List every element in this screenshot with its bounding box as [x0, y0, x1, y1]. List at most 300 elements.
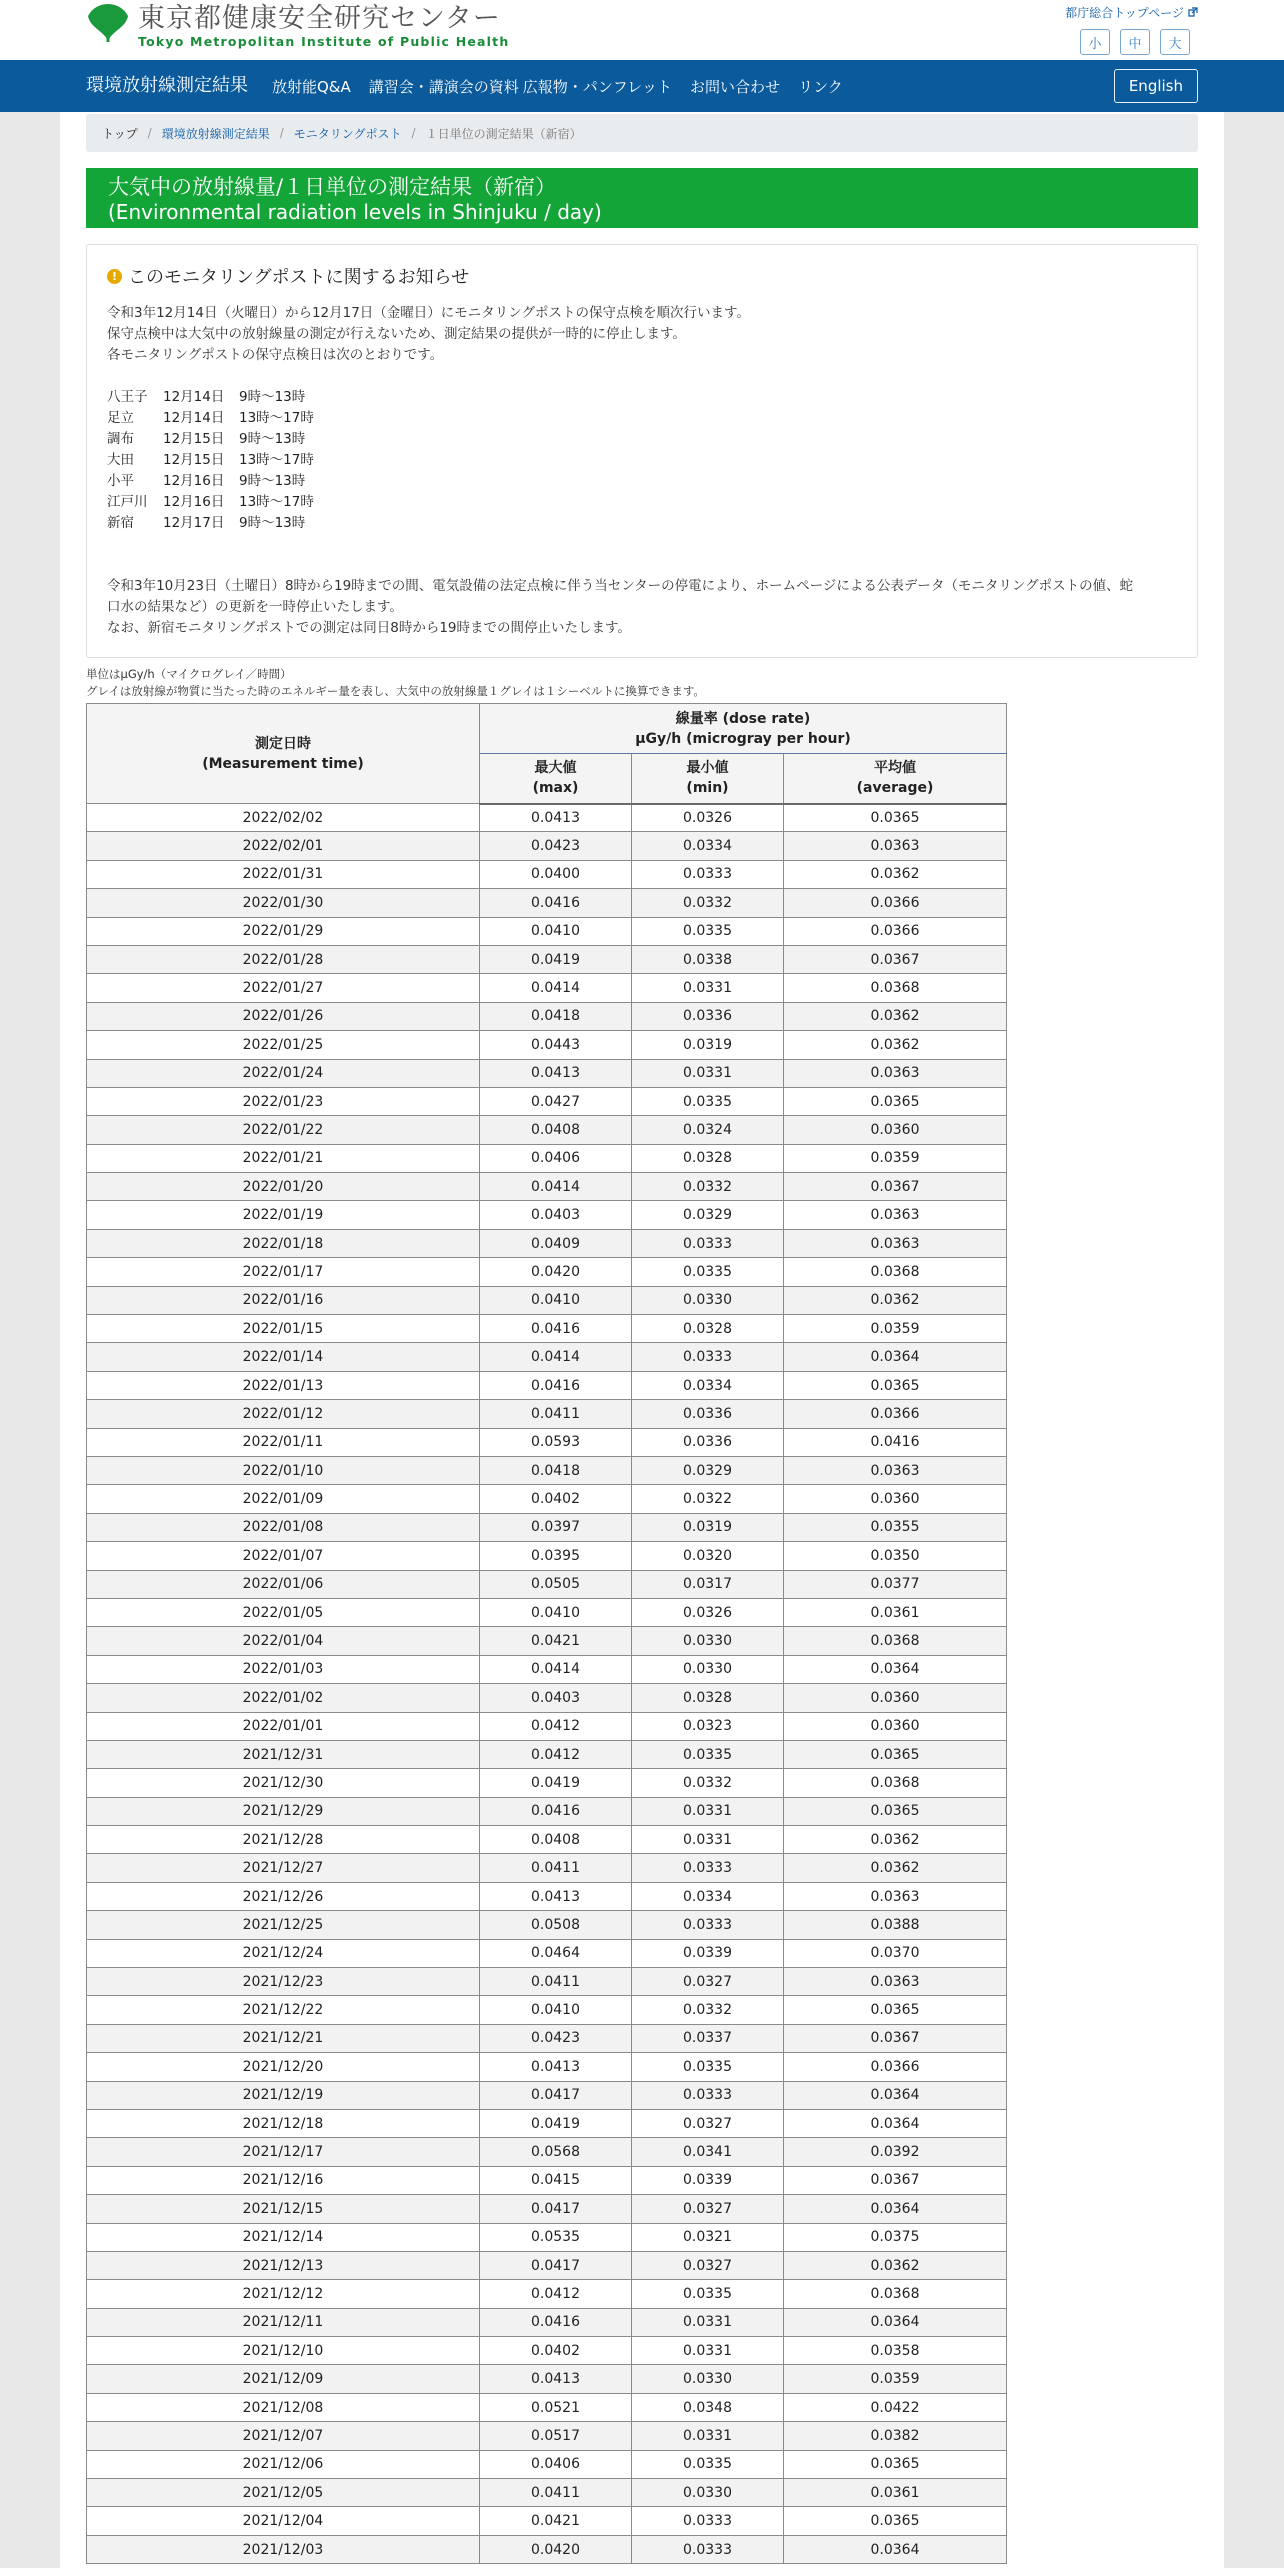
table-row	[87, 1939, 1007, 1967]
cell-min: 0.0333	[632, 1911, 784, 1939]
cell-max: 0.0406	[480, 1144, 632, 1172]
nav-brand-link[interactable]: 環境放射線測定結果	[86, 75, 248, 96]
table-row	[87, 1031, 1007, 1059]
cell-min: 0.0322	[632, 1485, 784, 1513]
nav-item-pamphlets[interactable]: 広報物・パンフレット	[522, 77, 673, 96]
maintenance-schedule	[107, 387, 1177, 534]
logo-title-jp: 東京都健康安全研究センター	[138, 3, 501, 34]
cell-date: 2021/12/11	[87, 2308, 480, 2336]
table-row	[87, 2422, 1007, 2450]
cell-date: 2022/01/02	[87, 1684, 480, 1712]
table-row	[87, 1002, 1007, 1030]
cell-avg: 0.0367	[784, 2024, 1007, 2052]
cell-max: 0.0412	[480, 1712, 632, 1740]
cell-min: 0.0334	[632, 832, 784, 860]
cell-date: 2022/01/12	[87, 1400, 480, 1428]
cell-avg: 0.0361	[784, 2479, 1007, 2507]
cell-min: 0.0326	[632, 804, 784, 832]
notice-line: 保守点検中は大気中の放射線量の測定が行えないため、測定結果の提供が一時的に停止します。	[107, 326, 686, 342]
table-row	[87, 832, 1007, 860]
table-row	[87, 2024, 1007, 2052]
cell-avg: 0.0377	[784, 1570, 1007, 1598]
cell-avg: 0.0363	[784, 1201, 1007, 1229]
cell-avg: 0.0362	[784, 860, 1007, 888]
cell-min: 0.0320	[632, 1542, 784, 1570]
page-title-en: (Environmental radiation levels in Shinjuku / day)	[108, 200, 602, 224]
schedule-date: 12月14日	[163, 410, 225, 426]
cell-min: 0.0328	[632, 1684, 784, 1712]
breadcrumb	[86, 114, 1198, 152]
cell-min: 0.0327	[632, 1968, 784, 1996]
font-size-small-button[interactable]: 小	[1080, 29, 1110, 55]
site-header	[0, 0, 1284, 60]
cell-min: 0.0338	[632, 945, 784, 973]
cell-min: 0.0336	[632, 1428, 784, 1456]
col-group-dose-rate-en: μGy/h (microgray per hour)	[635, 730, 851, 747]
cell-avg: 0.0364	[784, 2308, 1007, 2336]
cell-date: 2022/02/01	[87, 832, 480, 860]
cell-min: 0.0317	[632, 1570, 784, 1598]
cell-date: 2022/01/14	[87, 1343, 480, 1371]
table-row	[87, 1627, 1007, 1655]
cell-avg: 0.0366	[784, 1400, 1007, 1428]
cell-max: 0.0416	[480, 889, 632, 917]
col-header-min	[632, 754, 784, 804]
breadcrumb-home[interactable]: トップ	[102, 126, 138, 141]
cell-avg: 0.0368	[784, 974, 1007, 1002]
table-row	[87, 945, 1007, 973]
cell-max: 0.0419	[480, 1769, 632, 1797]
cell-date: 2022/01/26	[87, 1002, 480, 1030]
cell-date: 2022/01/29	[87, 917, 480, 945]
schedule-row	[107, 408, 1177, 429]
tokyo-ginkgo-icon	[86, 2, 130, 46]
cell-max: 0.0410	[480, 1286, 632, 1314]
cell-avg: 0.0365	[784, 1740, 1007, 1768]
cell-avg: 0.0364	[784, 1655, 1007, 1683]
table-row	[87, 1116, 1007, 1144]
table-row	[87, 1173, 1007, 1201]
cell-min: 0.0330	[632, 1627, 784, 1655]
cell-max: 0.0443	[480, 1031, 632, 1059]
unit-description	[86, 666, 705, 700]
cell-date: 2021/12/30	[87, 1769, 480, 1797]
cell-max: 0.0411	[480, 1400, 632, 1428]
notice-line: 各モニタリングポストの保守点検日は次のとおりです。	[107, 347, 444, 363]
cell-min: 0.0326	[632, 1598, 784, 1626]
cell-min: 0.0328	[632, 1315, 784, 1343]
cell-min: 0.0335	[632, 917, 784, 945]
cell-max: 0.0419	[480, 2109, 632, 2137]
schedule-date: 12月15日	[163, 431, 225, 447]
table-row	[87, 2166, 1007, 2194]
cell-avg: 0.0367	[784, 1173, 1007, 1201]
schedule-place: 小平	[107, 473, 134, 489]
external-link-icon	[1188, 6, 1198, 20]
cell-max: 0.0508	[480, 1911, 632, 1939]
cell-min: 0.0336	[632, 1002, 784, 1030]
cell-date: 2021/12/06	[87, 2450, 480, 2478]
cell-min: 0.0327	[632, 2251, 784, 2279]
cell-date: 2022/01/20	[87, 1173, 480, 1201]
table-row	[87, 2251, 1007, 2279]
cell-min: 0.0339	[632, 1939, 784, 1967]
unit-line: 単位はμGy/h（マイクログレイ／時間）	[86, 667, 292, 681]
cell-max: 0.0402	[480, 1485, 632, 1513]
table-row	[87, 1428, 1007, 1456]
table-row	[87, 1059, 1007, 1087]
cell-avg: 0.0392	[784, 2138, 1007, 2166]
cell-avg: 0.0365	[784, 804, 1007, 832]
cell-date: 2022/01/11	[87, 1428, 480, 1456]
cell-min: 0.0330	[632, 1286, 784, 1314]
cell-date: 2022/01/25	[87, 1031, 480, 1059]
cell-min: 0.0331	[632, 1797, 784, 1825]
english-button[interactable]: English	[1114, 69, 1198, 103]
cell-avg: 0.0359	[784, 1315, 1007, 1343]
site-logo[interactable]	[86, 2, 509, 52]
cell-date: 2022/01/31	[87, 860, 480, 888]
cell-max: 0.0418	[480, 1456, 632, 1484]
cell-min: 0.0329	[632, 1201, 784, 1229]
cell-avg: 0.0364	[784, 2195, 1007, 2223]
cell-avg: 0.0363	[784, 832, 1007, 860]
cell-min: 0.0331	[632, 1059, 784, 1087]
cell-date: 2021/12/22	[87, 1996, 480, 2024]
tokyo-portal-link[interactable]	[1065, 4, 1198, 21]
col-header-avg-jp: 平均値	[874, 760, 916, 777]
notice-heading-text: このモニタリングポストに関するお知らせ	[128, 267, 470, 288]
cell-min: 0.0333	[632, 1229, 784, 1257]
font-size-medium-button[interactable]: 中	[1120, 29, 1150, 55]
cell-max: 0.0464	[480, 1939, 632, 1967]
cell-date: 2022/01/18	[87, 1229, 480, 1257]
schedule-time: 9時～13時	[239, 515, 306, 531]
table-row	[87, 1343, 1007, 1371]
cell-max: 0.0408	[480, 1116, 632, 1144]
cell-min: 0.0331	[632, 2308, 784, 2336]
table-row	[87, 2280, 1007, 2308]
cell-avg: 0.0363	[784, 1229, 1007, 1257]
cell-date: 2022/01/22	[87, 1116, 480, 1144]
table-row	[87, 1826, 1007, 1854]
cell-date: 2022/01/03	[87, 1655, 480, 1683]
table-row	[87, 1513, 1007, 1541]
cell-max: 0.0521	[480, 2393, 632, 2421]
col-header-max	[480, 754, 632, 804]
table-row	[87, 889, 1007, 917]
cell-date: 2021/12/18	[87, 2109, 480, 2137]
cell-date: 2021/12/19	[87, 2081, 480, 2109]
cell-avg: 0.0366	[784, 917, 1007, 945]
schedule-row	[107, 492, 1177, 513]
table-row	[87, 1229, 1007, 1257]
schedule-date: 12月16日	[163, 494, 225, 510]
cell-date: 2022/01/23	[87, 1087, 480, 1115]
col-header-avg-en: (average)	[856, 780, 934, 797]
breadcrumb-separator: /	[411, 126, 416, 140]
cell-date: 2021/12/28	[87, 1826, 480, 1854]
cell-avg: 0.0366	[784, 2053, 1007, 2081]
cell-min: 0.0328	[632, 1144, 784, 1172]
schedule-place: 新宿	[107, 515, 134, 531]
cell-max: 0.0413	[480, 2365, 632, 2393]
cell-date: 2022/01/17	[87, 1258, 480, 1286]
cell-min: 0.0319	[632, 1031, 784, 1059]
nav-item-contact[interactable]: お問い合わせ	[690, 77, 781, 96]
cell-avg: 0.0370	[784, 1939, 1007, 1967]
cell-avg: 0.0422	[784, 2393, 1007, 2421]
cell-min: 0.0335	[632, 2450, 784, 2478]
table-row	[87, 2393, 1007, 2421]
cell-avg: 0.0365	[784, 1996, 1007, 2024]
notice-heading	[107, 263, 1177, 289]
nav-item-radiation-qa[interactable]: 放射能Q&A	[272, 77, 351, 96]
cell-max: 0.0403	[480, 1201, 632, 1229]
cell-max: 0.0568	[480, 2138, 632, 2166]
cell-avg: 0.0368	[784, 1627, 1007, 1655]
table-row	[87, 1769, 1007, 1797]
cell-max: 0.0412	[480, 1740, 632, 1768]
breadcrumb-separator: /	[279, 126, 284, 140]
cell-min: 0.0337	[632, 2024, 784, 2052]
unit-line: グレイは放射線が物質に当たった時のエネルギー量を表し、大気中の放射線量１グレイは１シーベルトに換算できます。	[86, 684, 705, 698]
cell-avg: 0.0388	[784, 1911, 1007, 1939]
cell-max: 0.0423	[480, 832, 632, 860]
font-size-large-button[interactable]: 大	[1160, 29, 1190, 55]
cell-avg: 0.0362	[784, 1854, 1007, 1882]
cell-min: 0.0331	[632, 2422, 784, 2450]
cell-date: 2021/12/25	[87, 1911, 480, 1939]
notice-line: 令和3年10月23日（土曜日）8時から19時までの間、電気設備の法定点検に伴う当センターの停電により、ホームページによる公表データ（モニタリングポストの値、蛇	[107, 578, 1134, 594]
cell-date: 2021/12/07	[87, 2422, 480, 2450]
cell-max: 0.0416	[480, 1371, 632, 1399]
schedule-date: 12月16日	[163, 473, 225, 489]
cell-min: 0.0335	[632, 2053, 784, 2081]
schedule-row	[107, 513, 1177, 534]
cell-max: 0.0593	[480, 1428, 632, 1456]
cell-date: 2021/12/08	[87, 2393, 480, 2421]
cell-max: 0.0416	[480, 1797, 632, 1825]
cell-avg: 0.0365	[784, 1797, 1007, 1825]
table-row	[87, 1542, 1007, 1570]
table-row	[87, 2223, 1007, 2251]
schedule-row	[107, 471, 1177, 492]
cell-min: 0.0335	[632, 1087, 784, 1115]
cell-max: 0.0417	[480, 2251, 632, 2279]
notice-outage	[107, 576, 1177, 639]
cell-date: 2022/01/05	[87, 1598, 480, 1626]
cell-avg: 0.0364	[784, 2109, 1007, 2137]
cell-date: 2022/01/01	[87, 1712, 480, 1740]
cell-max: 0.0418	[480, 1002, 632, 1030]
cell-max: 0.0416	[480, 1315, 632, 1343]
cell-max: 0.0409	[480, 1229, 632, 1257]
table-row	[87, 804, 1007, 832]
cell-date: 2021/12/26	[87, 1882, 480, 1910]
cell-min: 0.0333	[632, 1854, 784, 1882]
cell-max: 0.0414	[480, 1173, 632, 1201]
cell-min: 0.0330	[632, 2479, 784, 2507]
portal-link-label: 都庁総合トップページ	[1065, 6, 1184, 20]
cell-min: 0.0333	[632, 2081, 784, 2109]
table-row	[87, 1854, 1007, 1882]
cell-date: 2021/12/12	[87, 2280, 480, 2308]
cell-avg: 0.0363	[784, 1968, 1007, 1996]
table-row	[87, 1485, 1007, 1513]
cell-max: 0.0413	[480, 2053, 632, 2081]
table-row	[87, 1598, 1007, 1626]
cell-avg: 0.0362	[784, 1826, 1007, 1854]
cell-min: 0.0327	[632, 2109, 784, 2137]
cell-avg: 0.0364	[784, 1343, 1007, 1371]
cell-min: 0.0324	[632, 1116, 784, 1144]
cell-min: 0.0333	[632, 2507, 784, 2535]
cell-max: 0.0420	[480, 2535, 632, 2563]
cell-min: 0.0332	[632, 1769, 784, 1797]
cell-date: 2022/01/13	[87, 1371, 480, 1399]
cell-date: 2021/12/29	[87, 1797, 480, 1825]
cell-max: 0.0413	[480, 804, 632, 832]
cell-min: 0.0333	[632, 2535, 784, 2563]
cell-max: 0.0414	[480, 1343, 632, 1371]
cell-max: 0.0411	[480, 1854, 632, 1882]
cell-max: 0.0421	[480, 2507, 632, 2535]
schedule-time: 9時～13時	[239, 431, 306, 447]
cell-date: 2021/12/10	[87, 2337, 480, 2365]
col-header-time	[87, 704, 480, 804]
notice-line: なお、新宿モニタリングポストでの測定は同日8時から19時までの間停止いたします。	[107, 620, 631, 636]
cell-date: 2021/12/13	[87, 2251, 480, 2279]
cell-avg: 0.0382	[784, 2422, 1007, 2450]
col-group-dose-rate	[480, 704, 1007, 754]
cell-min: 0.0319	[632, 1513, 784, 1541]
nav-item-lecture-materials[interactable]: 講習会・講演会の資料	[368, 77, 519, 96]
cell-avg: 0.0368	[784, 1769, 1007, 1797]
notice-panel	[86, 244, 1198, 658]
cell-min: 0.0335	[632, 1740, 784, 1768]
cell-avg: 0.0368	[784, 2280, 1007, 2308]
cell-avg: 0.0360	[784, 1485, 1007, 1513]
breadcrumb-radiation-results[interactable]: 環境放射線測定結果	[161, 126, 270, 141]
cell-date: 2022/02/02	[87, 804, 480, 832]
table-row	[87, 2138, 1007, 2166]
cell-date: 2022/01/21	[87, 1144, 480, 1172]
table-row	[87, 1712, 1007, 1740]
cell-max: 0.0417	[480, 2195, 632, 2223]
cell-date: 2022/01/07	[87, 1542, 480, 1570]
cell-date: 2022/01/27	[87, 974, 480, 1002]
cell-date: 2022/01/30	[87, 889, 480, 917]
table-row	[87, 1456, 1007, 1484]
cell-max: 0.0395	[480, 1542, 632, 1570]
schedule-date: 12月14日	[163, 389, 225, 405]
cell-min: 0.0332	[632, 1173, 784, 1201]
cell-date: 2022/01/09	[87, 1485, 480, 1513]
col-header-min-en: (min)	[686, 780, 729, 797]
cell-avg: 0.0350	[784, 1542, 1007, 1570]
cell-avg: 0.0363	[784, 1882, 1007, 1910]
table-row	[87, 1400, 1007, 1428]
cell-min: 0.0332	[632, 889, 784, 917]
cell-min: 0.0335	[632, 1258, 784, 1286]
table-row	[87, 2337, 1007, 2365]
schedule-row	[107, 450, 1177, 471]
cell-date: 2021/12/17	[87, 2138, 480, 2166]
cell-max: 0.0411	[480, 2479, 632, 2507]
col-header-time-en: (Measurement time)	[202, 755, 364, 772]
schedule-time: 9時～13時	[239, 389, 306, 405]
table-row	[87, 1286, 1007, 1314]
cell-max: 0.0535	[480, 2223, 632, 2251]
cell-avg: 0.0375	[784, 2223, 1007, 2251]
cell-date: 2022/01/04	[87, 1627, 480, 1655]
cell-min: 0.0334	[632, 1882, 784, 1910]
cell-avg: 0.0365	[784, 1371, 1007, 1399]
cell-max: 0.0413	[480, 1882, 632, 1910]
cell-date: 2021/12/24	[87, 1939, 480, 1967]
cell-max: 0.0410	[480, 1996, 632, 2024]
breadcrumb-separator: /	[147, 126, 152, 140]
table-row	[87, 2450, 1007, 2478]
schedule-place: 江戸川	[107, 494, 148, 510]
cell-min: 0.0335	[632, 2280, 784, 2308]
cell-max: 0.0411	[480, 1968, 632, 1996]
table-row	[87, 1655, 1007, 1683]
schedule-time: 13時～17時	[239, 494, 314, 510]
table-row	[87, 2081, 1007, 2109]
table-row	[87, 2365, 1007, 2393]
cell-max: 0.0421	[480, 1627, 632, 1655]
schedule-place: 足立	[107, 410, 134, 426]
cell-max: 0.0423	[480, 2024, 632, 2052]
cell-date: 2022/01/08	[87, 1513, 480, 1541]
cell-min: 0.0334	[632, 1371, 784, 1399]
col-header-min-jp: 最小値	[686, 760, 729, 777]
cell-max: 0.0403	[480, 1684, 632, 1712]
cell-max: 0.0413	[480, 1059, 632, 1087]
cell-avg: 0.0359	[784, 1144, 1007, 1172]
cell-max: 0.0505	[480, 1570, 632, 1598]
cell-date: 2021/12/15	[87, 2195, 480, 2223]
nav-item-links[interactable]: リンク	[798, 77, 843, 96]
cell-max: 0.0517	[480, 2422, 632, 2450]
table-body	[87, 804, 1007, 2564]
schedule-date: 12月17日	[163, 515, 225, 531]
col-header-time-jp: 測定日時	[255, 735, 311, 752]
schedule-date: 12月15日	[163, 452, 225, 468]
cell-avg: 0.0358	[784, 2337, 1007, 2365]
cell-max: 0.0414	[480, 1655, 632, 1683]
breadcrumb-current: １日単位の測定結果（新宿）	[425, 126, 582, 141]
page-title	[86, 168, 1198, 228]
cell-min: 0.0323	[632, 1712, 784, 1740]
cell-max: 0.0419	[480, 945, 632, 973]
table-row	[87, 2507, 1007, 2535]
cell-date: 2021/12/16	[87, 2166, 480, 2194]
schedule-place: 調布	[107, 431, 134, 447]
cell-date: 2021/12/05	[87, 2479, 480, 2507]
cell-avg: 0.0359	[784, 2365, 1007, 2393]
cell-avg: 0.0364	[784, 2535, 1007, 2563]
cell-max: 0.0414	[480, 974, 632, 1002]
cell-date: 2022/01/10	[87, 1456, 480, 1484]
info-icon: !	[107, 269, 122, 284]
cell-avg: 0.0365	[784, 2507, 1007, 2535]
cell-avg: 0.0367	[784, 945, 1007, 973]
breadcrumb-monitoring-post[interactable]: モニタリングポスト	[293, 126, 402, 141]
cell-max: 0.0400	[480, 860, 632, 888]
